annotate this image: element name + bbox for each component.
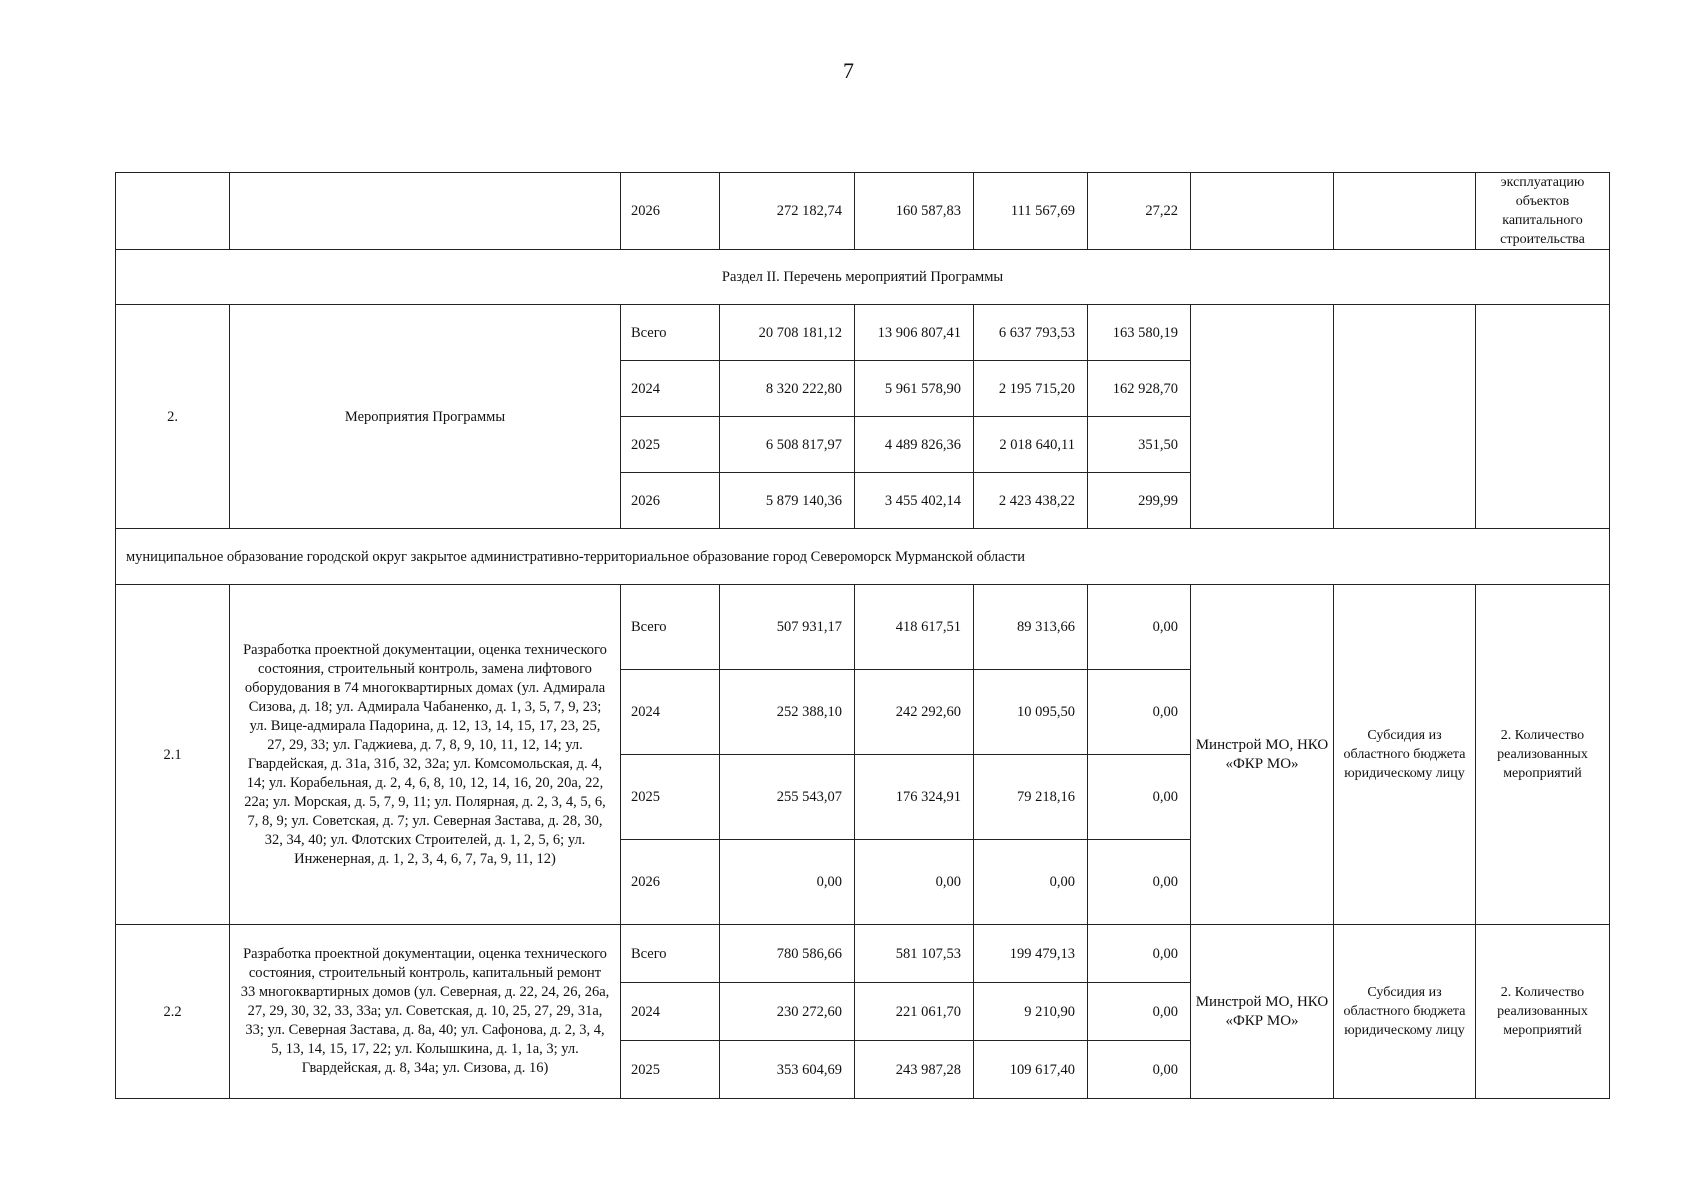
section-row: [116, 250, 1610, 305]
page-number: 7: [843, 58, 854, 83]
year-cell: 2026: [621, 473, 720, 529]
table-row: [116, 305, 1610, 361]
local-cell: 27,22: [1088, 173, 1191, 250]
total-cell: 5 879 140,36: [720, 473, 855, 529]
item-name: Мероприятия Программы: [230, 305, 621, 529]
federal-cell: 4 489 826,36: [855, 417, 974, 473]
federal-cell: 5 961 578,90: [855, 361, 974, 417]
regional-cell: 9 210,90: [974, 983, 1088, 1041]
regional-cell: 79 218,16: [974, 755, 1088, 840]
empty-cell: [1476, 305, 1610, 529]
empty-cell: [1191, 173, 1334, 250]
section-title: Раздел II. Перечень мероприятий Программы: [116, 250, 1610, 305]
local-cell: 0,00: [1088, 925, 1191, 983]
regional-cell: 2 018 640,11: [974, 417, 1088, 473]
year-cell: 2024: [621, 361, 720, 417]
item-number: 2.: [116, 305, 230, 529]
year-cell: 2024: [621, 983, 720, 1041]
local-cell: 162 928,70: [1088, 361, 1191, 417]
local-cell: 163 580,19: [1088, 305, 1191, 361]
total-cell: 252 388,10: [720, 670, 855, 755]
program-table: [115, 172, 1610, 1099]
total-cell: 230 272,60: [720, 983, 855, 1041]
regional-cell: 0,00: [974, 840, 1088, 925]
municipality-row: [116, 529, 1610, 585]
indicator-cell: 2. Количество реализованных мероприятий: [1476, 585, 1610, 925]
total-cell: 255 543,07: [720, 755, 855, 840]
total-cell: 0,00: [720, 840, 855, 925]
federal-cell: 221 061,70: [855, 983, 974, 1041]
federal-cell: 243 987,28: [855, 1041, 974, 1099]
item-description: Разработка проектной документации, оценка технического состояния, строительный контроль, капитальный ремонт 33 многоквартирных домов (ул. Северная, д. 22, 24, 26, 26а, 27, 29, 30, 32, 33, 33а; ул. Советская, д. 10, 25, 27, 29, 31а, 33; ул. Северная Застава, д. 8а, 40; ул. Сафонова, д. 2, 3, 4, 5, 13, 14, 15, 17, 22; ул. Колышкина, д. 1, 1а, 3; ул. Гвардейская, д. 8, 34а; ул. Сизова, д. 16): [230, 925, 621, 1099]
indicator-cell: эксплуатацию объектов капитального строительства: [1476, 173, 1610, 250]
federal-cell: 160 587,83: [855, 173, 974, 250]
local-cell: 0,00: [1088, 1041, 1191, 1099]
regional-cell: 111 567,69: [974, 173, 1088, 250]
federal-cell: 581 107,53: [855, 925, 974, 983]
total-cell: 8 320 222,80: [720, 361, 855, 417]
regional-cell: 199 479,13: [974, 925, 1088, 983]
year-cell: 2025: [621, 1041, 720, 1099]
local-cell: 0,00: [1088, 755, 1191, 840]
item-number: 2.2: [116, 925, 230, 1099]
regional-cell: 10 095,50: [974, 670, 1088, 755]
local-cell: 0,00: [1088, 840, 1191, 925]
item-number: 2.1: [116, 585, 230, 925]
year-cell: 2025: [621, 417, 720, 473]
local-cell: 0,00: [1088, 670, 1191, 755]
regional-cell: 2 195 715,20: [974, 361, 1088, 417]
total-cell: 507 931,17: [720, 585, 855, 670]
year-cell: 2025: [621, 755, 720, 840]
empty-cell: [116, 173, 230, 250]
federal-cell: 3 455 402,14: [855, 473, 974, 529]
regional-cell: 6 637 793,53: [974, 305, 1088, 361]
year-cell: 2026: [621, 840, 720, 925]
year-cell: 2024: [621, 670, 720, 755]
executor-cell: Минстрой МО, НКО «ФКР МО»: [1191, 585, 1334, 925]
local-cell: 0,00: [1088, 585, 1191, 670]
federal-cell: 242 292,60: [855, 670, 974, 755]
empty-cell: [1334, 173, 1476, 250]
regional-cell: 109 617,40: [974, 1041, 1088, 1099]
regional-cell: 89 313,66: [974, 585, 1088, 670]
year-cell: 2026: [621, 173, 720, 250]
table-row: [116, 585, 1610, 670]
total-cell: 272 182,74: [720, 173, 855, 250]
municipality-title: муниципальное образование городской округ закрытое административно-территориальное образование город Североморск Мурманской области: [116, 529, 1610, 585]
local-cell: 351,50: [1088, 417, 1191, 473]
empty-cell: [1334, 305, 1476, 529]
empty-cell: [230, 173, 621, 250]
table-row: [116, 173, 1610, 250]
total-cell: 6 508 817,97: [720, 417, 855, 473]
federal-cell: 176 324,91: [855, 755, 974, 840]
local-cell: 0,00: [1088, 983, 1191, 1041]
federal-cell: 13 906 807,41: [855, 305, 974, 361]
regional-cell: 2 423 438,22: [974, 473, 1088, 529]
mechanism-cell: Субсидия из областного бюджета юридическому лицу: [1334, 585, 1476, 925]
total-cell: 20 708 181,12: [720, 305, 855, 361]
local-cell: 299,99: [1088, 473, 1191, 529]
empty-cell: [1191, 305, 1334, 529]
year-cell: Всего: [621, 305, 720, 361]
executor-cell: Минстрой МО, НКО «ФКР МО»: [1191, 925, 1334, 1099]
total-cell: 780 586,66: [720, 925, 855, 983]
indicator-cell: 2. Количество реализованных мероприятий: [1476, 925, 1610, 1099]
item-description: Разработка проектной документации, оценка технического состояния, строительный контроль, замена лифтового оборудования в 74 многоквартирных домах (ул. Адмирала Сизова, д. 18; ул. Адмирала Чабаненко, д. 1, 3, 5, 7, 9, 23; ул. Вице-адмирала Падорина, д. 12, 13, 14, 15, 17, 23, 25, 27, 29, 33; ул. Гаджиева, д. 7, 8, 9, 10, 11, 12, 14; ул. Гвардейская, д. 31а, 31б, 32, 32а; ул. Комсомольская, д. 4, 14; ул. Корабельная, д. 2, 4, 6, 8, 10, 12, 14, 16, 20, 20а, 22, 22а; ул. Морская, д. 5, 7, 9, 11; ул. Полярная, д. 2, 3, 4, 5, 6, 7, 8, 9; ул. Советская, д. 7; ул. Северная Застава, д. 28, 30, 32, 34, 40; ул. Флотских Строителей, д. 1, 2, 5, 6; ул. Инженерная, д. 1, 2, 3, 4, 6, 7, 7а, 9, 11, 12): [230, 585, 621, 925]
federal-cell: 0,00: [855, 840, 974, 925]
mechanism-cell: Субсидия из областного бюджета юридическому лицу: [1334, 925, 1476, 1099]
total-cell: 353 604,69: [720, 1041, 855, 1099]
table-row: [116, 925, 1610, 983]
year-cell: Всего: [621, 585, 720, 670]
year-cell: Всего: [621, 925, 720, 983]
federal-cell: 418 617,51: [855, 585, 974, 670]
